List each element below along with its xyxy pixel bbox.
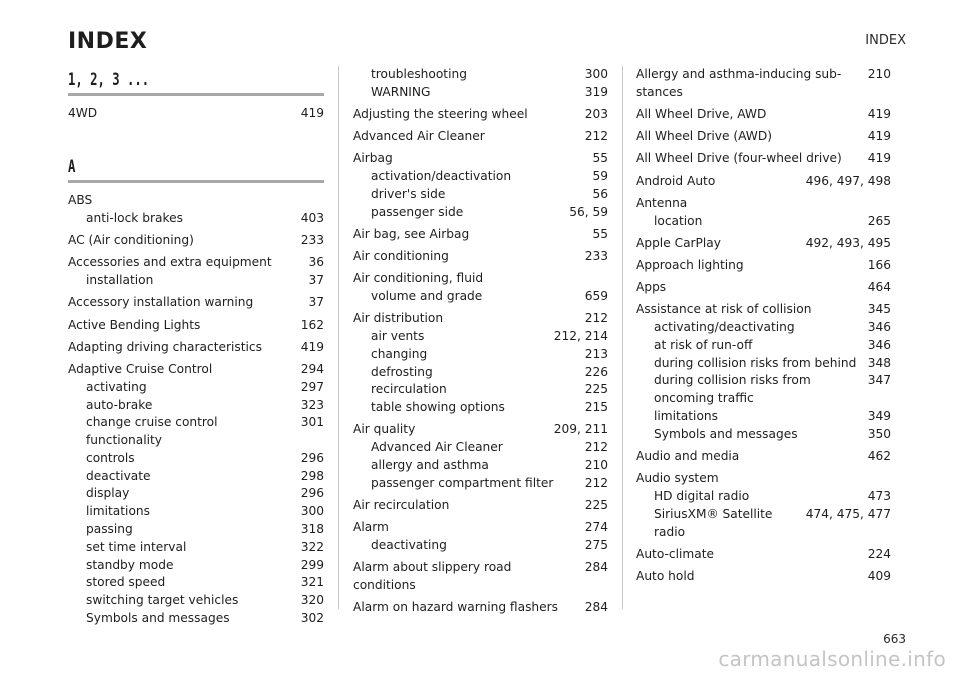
index-page-refs: 323 <box>300 397 324 412</box>
index-entry-row <box>636 173 891 191</box>
index-term: allergy and asthma <box>371 458 489 473</box>
index-term: Air bag, see Airbag <box>353 226 470 241</box>
index-term: location <box>654 213 703 228</box>
index-subentry <box>68 592 324 610</box>
index-term: Air distribution <box>353 311 444 326</box>
index-entry <box>68 105 324 123</box>
index-entry <box>636 279 891 297</box>
index-term: deactivate <box>86 468 151 483</box>
index-term: defrosting <box>371 364 433 379</box>
index-page-refs: 265 <box>867 213 891 228</box>
index-term: Air recirculation <box>353 498 450 513</box>
index-term: SiriusXM® Satellite radio <box>654 506 773 539</box>
index-term: All Wheel Drive (four-wheel drive) <box>636 151 842 166</box>
index-entry <box>68 254 324 290</box>
index-term: deactivating <box>371 538 447 553</box>
index-entry <box>353 150 608 221</box>
index-term: Alarm on hazard warning flashers <box>353 600 559 615</box>
index-entry-row <box>68 339 324 357</box>
index-page-refs: 349 <box>867 409 891 424</box>
index-subentry <box>68 574 324 592</box>
index-page-refs: 213 <box>584 346 608 361</box>
index-page-refs: 346 <box>867 320 891 335</box>
index-entry <box>68 232 324 250</box>
index-term: anti-lock brakes <box>86 210 183 225</box>
index-page-refs: 56 <box>592 186 608 201</box>
index-page-refs: 318 <box>300 522 324 537</box>
index-term: Symbols and messages <box>86 611 230 626</box>
index-term: Accessory installation warning <box>68 295 254 310</box>
index-entry-row <box>68 232 324 250</box>
index-subentry <box>636 213 891 231</box>
index-entry-row <box>353 559 608 595</box>
index-column-1 <box>68 66 324 632</box>
index-term: Android Auto <box>636 173 716 188</box>
index-page-refs: 233 <box>584 249 608 264</box>
index-subentry <box>636 506 891 542</box>
section-heading: A <box>68 157 76 178</box>
index-entry <box>68 294 324 312</box>
index-term: Alarm about slippery road conditions <box>353 560 512 593</box>
index-entry <box>68 192 324 228</box>
index-term: stored speed <box>86 575 166 590</box>
index-page-refs: 36 <box>308 255 324 270</box>
index-term: Air conditioning, fluid <box>353 271 484 286</box>
index-term: change cruise control functionality <box>86 415 218 448</box>
index-entry-row <box>636 257 891 275</box>
index-term: Advanced Air Cleaner <box>353 129 485 144</box>
section-rule <box>68 180 324 183</box>
index-term: recirculation <box>371 382 447 397</box>
index-page-refs: 300 <box>584 67 608 81</box>
index-page-refs: 294 <box>300 361 324 376</box>
index-page-refs: 166 <box>867 257 891 272</box>
index-entry-row <box>353 599 608 617</box>
index-entry-row <box>68 317 324 335</box>
index-page-refs: 419 <box>300 339 324 354</box>
index-entry-row <box>353 106 608 124</box>
index-subentry <box>353 186 608 204</box>
index-entry <box>636 257 891 275</box>
index-term: display <box>86 486 130 501</box>
index-page-refs: 59 <box>592 169 608 184</box>
index-entry <box>636 301 891 443</box>
index-subentry <box>636 337 891 355</box>
index-term: Approach lighting <box>636 257 744 272</box>
index-page-refs: 474, 475, 477 <box>805 506 891 521</box>
index-page-refs: 212 <box>584 475 608 490</box>
index-page-refs: 37 <box>308 295 324 310</box>
index-entry <box>353 559 608 595</box>
index-page-refs: 209, 211 <box>553 422 608 437</box>
index-subentry <box>68 503 324 521</box>
index-term: table showing options <box>371 400 505 415</box>
index-page-refs: 55 <box>592 151 608 166</box>
index-term: Apps <box>636 280 667 295</box>
index-subentry <box>353 346 608 364</box>
index-page-refs: 419 <box>300 106 324 120</box>
index-term: Air conditioning <box>353 249 449 264</box>
index-page-refs: 473 <box>867 489 891 504</box>
index-subentry <box>68 272 324 290</box>
index-entry <box>68 361 324 628</box>
index-page-refs: 464 <box>867 280 891 295</box>
index-entry-row <box>353 497 608 515</box>
index-page-refs: 496, 497, 498 <box>805 173 891 188</box>
index-page-refs: 215 <box>584 400 608 415</box>
index-entry-row <box>636 235 891 253</box>
index-subentry <box>68 379 324 397</box>
index-entry-row <box>353 519 608 537</box>
index-subentry <box>68 210 324 228</box>
page-number: 663 <box>883 632 906 646</box>
index-term: 4WD <box>68 106 98 120</box>
column-divider <box>338 66 339 609</box>
index-entry-row <box>68 254 324 272</box>
index-term: standby mode <box>86 557 174 572</box>
index-entry <box>68 339 324 357</box>
index-entry <box>353 310 608 417</box>
index-page-refs: 210 <box>867 67 891 81</box>
index-term: Adjusting the steering wheel <box>353 106 528 121</box>
index-entry <box>353 270 608 306</box>
index-entry <box>636 128 891 146</box>
index-page-refs: 403 <box>300 210 324 225</box>
index-term: troubleshooting <box>371 67 467 81</box>
index-subentry <box>68 450 324 468</box>
index-entry-row <box>353 128 608 146</box>
index-term: volume and grade <box>371 289 483 304</box>
index-term: controls <box>86 450 135 465</box>
index-page-refs: 322 <box>300 539 324 554</box>
index-entry <box>636 470 891 541</box>
index-entry-row <box>636 106 891 124</box>
index-entry-row <box>636 568 891 586</box>
index-page-refs: 320 <box>300 593 324 608</box>
index-term: Alarm <box>353 520 389 535</box>
index-page-refs: 321 <box>300 575 324 590</box>
index-entry-row <box>636 301 891 319</box>
index-term: passenger compartment filter <box>371 475 554 490</box>
index-term: Antenna <box>636 195 688 210</box>
index-page-refs: 162 <box>300 317 324 332</box>
index-subentry <box>353 328 608 346</box>
index-entry-row <box>636 66 891 102</box>
index-entry-row <box>636 546 891 564</box>
index-page-refs: 225 <box>584 382 608 397</box>
index-term: limitations <box>86 504 150 519</box>
index-entry <box>353 106 608 124</box>
index-entry <box>636 448 891 466</box>
index-page-refs: 419 <box>867 151 891 166</box>
index-term: Active Bending Lights <box>68 317 201 332</box>
index-page-refs: 347 <box>867 373 891 388</box>
index-entry-row <box>68 294 324 312</box>
index-subentry <box>68 397 324 415</box>
index-term: All Wheel Drive, AWD <box>636 106 767 121</box>
index-subentry <box>68 610 324 628</box>
index-subentry <box>353 439 608 457</box>
index-term: Air quality <box>353 422 416 437</box>
running-head: INDEX <box>865 33 906 48</box>
index-term: activating <box>86 379 147 394</box>
index-page-refs: 492, 493, 495 <box>805 235 891 250</box>
index-page-refs: 203 <box>584 106 608 121</box>
index-term: WARNING <box>371 84 431 99</box>
index-subentry <box>68 521 324 539</box>
index-page-refs: 346 <box>867 337 891 352</box>
index-page-refs: 212 <box>584 311 608 326</box>
index-page-refs: 301 <box>300 415 324 430</box>
index-subentry <box>68 468 324 486</box>
index-entry-row <box>68 192 324 210</box>
index-entry <box>353 519 608 555</box>
index-term: Audio system <box>636 471 719 486</box>
index-page-refs: 350 <box>867 426 891 441</box>
index-term: Accessories and extra equipment <box>68 255 272 270</box>
index-page-refs: 419 <box>867 106 891 121</box>
index-page-refs: 233 <box>300 233 324 248</box>
index-subentry <box>636 355 891 373</box>
index-term: at risk of run-off <box>654 337 753 352</box>
index-subentry <box>68 485 324 503</box>
index-subentry <box>353 204 608 222</box>
index-subentry <box>353 66 608 84</box>
index-term: limitations <box>654 409 718 424</box>
index-term: Allergy and asthma-inducing sub-stances <box>636 67 842 99</box>
index-term: Apple CarPlay <box>636 235 721 250</box>
index-page-refs: 296 <box>300 450 324 465</box>
index-term: set time interval <box>86 539 187 554</box>
index-entry-row <box>353 421 608 439</box>
index-page-refs: 212 <box>584 440 608 455</box>
index-page-refs: 409 <box>867 569 891 583</box>
index-entry-row <box>353 226 608 244</box>
index-entry <box>636 173 891 191</box>
index-term: ABS <box>68 193 93 208</box>
index-page-refs: 319 <box>584 84 608 99</box>
index-term: changing <box>371 346 428 361</box>
index-subentry <box>636 319 891 337</box>
watermark: carmanualsonline.info <box>718 647 946 671</box>
index-entry-row <box>636 128 891 146</box>
index-page-refs: 302 <box>300 611 324 626</box>
index-page-refs: 284 <box>584 560 608 575</box>
index-term: installation <box>86 273 154 288</box>
index-subentry <box>353 537 608 555</box>
index-term: HD digital radio <box>654 489 750 504</box>
index-term: Symbols and messages <box>654 426 798 441</box>
index-entry <box>353 226 608 244</box>
index-entry-row <box>68 361 324 379</box>
section-spacer <box>68 127 324 153</box>
index-entry <box>636 568 891 586</box>
index-page-refs: 212 <box>584 129 608 144</box>
index-term: Adapting driving characteristics <box>68 339 262 354</box>
index-subentry <box>636 408 891 426</box>
index-entry-row <box>636 470 891 488</box>
index-entry-row <box>353 310 608 328</box>
index-page-refs: 298 <box>300 468 324 483</box>
index-term: Audio and media <box>636 449 740 464</box>
index-entry-row <box>353 248 608 266</box>
index-entry-row <box>636 279 891 297</box>
index-page-refs: 274 <box>584 520 608 535</box>
index-entry-row <box>68 105 324 123</box>
index-subentry <box>353 381 608 399</box>
index-entry <box>353 421 608 492</box>
index-entry <box>636 546 891 564</box>
index-term: Advanced Air Cleaner <box>371 440 503 455</box>
section-rule <box>68 93 324 96</box>
index-subentry <box>68 557 324 575</box>
index-page-refs: 212, 214 <box>553 329 608 344</box>
index-entry <box>353 128 608 146</box>
index-page-refs: 210 <box>584 458 608 473</box>
column-divider <box>622 66 623 609</box>
index-subentry <box>68 414 324 450</box>
index-subentry <box>353 168 608 186</box>
index-entry <box>353 66 608 102</box>
index-term: air vents <box>371 329 425 344</box>
index-page-refs: 37 <box>308 273 324 288</box>
index-column-3 <box>636 66 891 590</box>
index-page-refs: 419 <box>867 129 891 144</box>
index-term: All Wheel Drive (AWD) <box>636 129 772 144</box>
index-page-refs: 296 <box>300 486 324 501</box>
index-term: Adaptive Cruise Control <box>68 361 213 376</box>
index-subentry <box>636 488 891 506</box>
index-term: during collision risks from oncoming traffic <box>654 373 811 406</box>
index-term: Airbag <box>353 151 393 166</box>
index-term: activation/deactivation <box>371 169 512 184</box>
index-subentry <box>353 84 608 102</box>
index-subentry <box>636 426 891 444</box>
index-column-2 <box>353 66 608 621</box>
index-term: passenger side <box>371 204 464 219</box>
index-entry <box>353 599 608 617</box>
index-entry-row <box>636 195 891 213</box>
index-page-refs: 659 <box>584 289 608 304</box>
index-entry <box>636 195 891 231</box>
index-page-refs: 462 <box>867 449 891 464</box>
index-entry <box>636 235 891 253</box>
index-page-refs: 300 <box>300 504 324 519</box>
index-page-refs: 275 <box>584 538 608 553</box>
index-entry-row <box>353 150 608 168</box>
index-term: during collision risks from behind <box>654 355 857 370</box>
index-subentry <box>636 372 891 408</box>
index-entry <box>68 317 324 335</box>
index-entry <box>353 497 608 515</box>
index-entry <box>353 248 608 266</box>
index-term: activating/deactivating <box>654 320 795 335</box>
index-page-refs: 224 <box>867 546 891 561</box>
index-page-refs: 348 <box>867 355 891 370</box>
index-subentry <box>68 539 324 557</box>
index-page-refs: 226 <box>584 364 608 379</box>
index-term: auto-brake <box>86 397 153 412</box>
index-subentry <box>353 475 608 493</box>
index-subentry <box>353 399 608 417</box>
index-page-refs: 284 <box>584 600 608 615</box>
section-heading: 1, 2, 3 ... <box>68 70 150 90</box>
index-term: Auto hold <box>636 569 695 583</box>
index-term: AC (Air conditioning) <box>68 233 194 248</box>
index-term: passing <box>86 522 133 537</box>
index-page-refs: 345 <box>867 302 891 317</box>
index-page-refs: 297 <box>300 379 324 394</box>
index-entry-row <box>636 448 891 466</box>
index-subentry <box>353 457 608 475</box>
index-term: switching target vehicles <box>86 593 239 608</box>
page-title: INDEX <box>68 29 148 54</box>
index-subentry <box>353 288 608 306</box>
index-term: Auto-climate <box>636 546 715 561</box>
index-entry <box>636 66 891 102</box>
index-entry <box>636 106 891 124</box>
index-page-refs: 56, 59 <box>569 204 608 219</box>
index-entry <box>636 150 891 168</box>
index-term: driver's side <box>371 186 446 201</box>
index-entry-row <box>636 150 891 168</box>
index-page-refs: 299 <box>300 557 324 572</box>
index-term: Assistance at risk of collision <box>636 302 812 317</box>
index-entry-row <box>353 270 608 288</box>
index-page-refs: 55 <box>592 226 608 241</box>
index-subentry <box>353 364 608 382</box>
index-page-refs: 225 <box>584 498 608 513</box>
